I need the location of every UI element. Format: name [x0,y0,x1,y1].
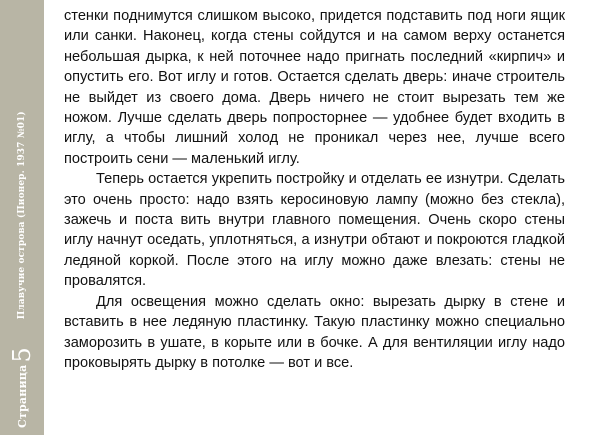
paragraph-3: Для освещения можно сделать окно: вырезать дырку в стене и вставить в нее ледяную пластинку. Такую пластинку можно специально заморозить в ушате, в корыте или в бочке. А для вентиляции иглу надо проковырять дырку в потолке — вот и все. [64,293,565,371]
paragraph-1: стенки поднимутся слишком высоко, придется подставить под ноги ящик или санки. Наконец, когда стены сойдутся и на самом верху останется небольшая дырка, к ней поточнее надо пригнать последний «кирпич» и опустить его. Вот иглу и готов. Остается сделать дверь: иначе строитель не выйдет из своего дома. Дверь ничего не стоит вырезать тем же ножом. Лучше сделать дверь попросторнее — удобнее будет входить в иглу, а чтобы лишний холод не проникал через нее, лучше всего построить сени — маленький иглу. [64,8,565,167]
sidebar-caption [10,8,34,428]
page-number: 5 [8,347,36,363]
paragraph-2: Теперь остается укрепить постройку и отделать ее изнутри. Сделать это очень просто: надо взять керосиновую лампу (можно без стекла), зажечь и поста вить внутри главного помещения. Очень скоро стены иглу начнут оседать, уплотняться, а изнутри обтают и покроются гладкой ледяной коркой. После этого на иглу можно даже влезать: стены не провалятся. [64,171,565,290]
page-word: Страница [15,364,29,428]
sidebar [0,0,44,435]
article-text [64,6,565,373]
source-title: Плавучие острова (Пионер. 1937 №01) [17,111,27,320]
